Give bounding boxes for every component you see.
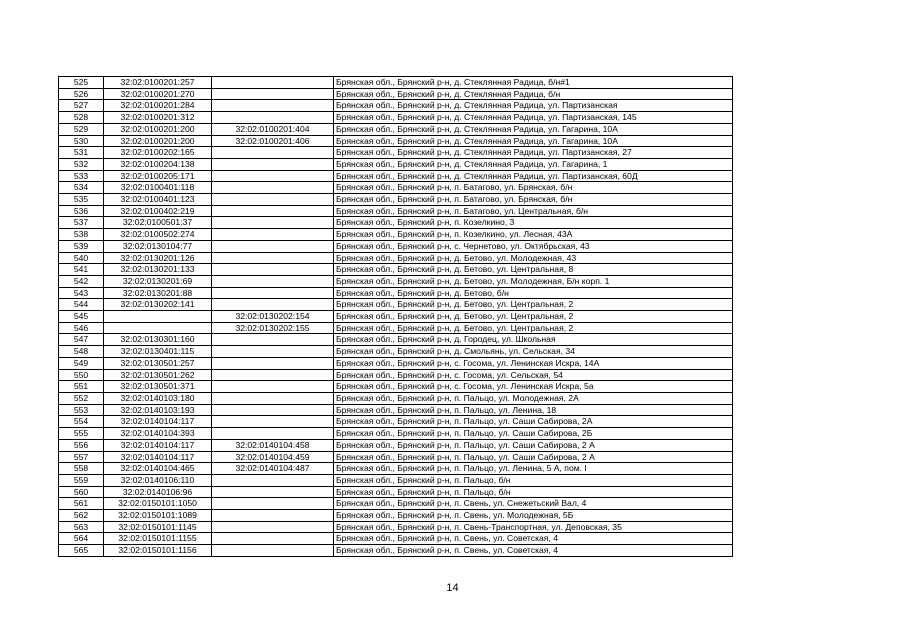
row-number-cell: 558 — [59, 463, 104, 475]
cadastral-number-cell: 32:02:0100201:312 — [104, 112, 212, 124]
table-row — [59, 217, 733, 229]
row-number-cell: 565 — [59, 545, 104, 557]
address-cell: Брянская обл., Брянский р-н, д. Городец, ул. Школьная — [334, 334, 733, 346]
table-row — [59, 88, 733, 100]
address-cell: Брянская обл., Брянский р-н, д. Стеклянная Радица, ул. Гагарина, 10А — [334, 123, 733, 135]
related-cadastral-number-cell: 32:02:0130202:155 — [212, 322, 334, 334]
row-number-cell: 553 — [59, 404, 104, 416]
address-cell: Брянская обл., Брянский р-н, п. Батагово, ул. Центральная, б/н — [334, 205, 733, 217]
table-row — [59, 252, 733, 264]
address-cell: Брянская обл., Брянский р-н, с. Госома, ул. Сельская, 54 — [334, 369, 733, 381]
row-number-cell: 536 — [59, 205, 104, 217]
table-row — [59, 77, 733, 89]
related-cadastral-number-cell: 32:02:0100201:406 — [212, 135, 334, 147]
related-cadastral-number-cell — [212, 100, 334, 112]
row-number-cell: 540 — [59, 252, 104, 264]
page-number: 14 — [446, 582, 459, 594]
related-cadastral-number-cell — [212, 240, 334, 252]
address-cell: Брянская обл., Брянский р-н, д. Бетово, ул. Центральная, 8 — [334, 264, 733, 276]
related-cadastral-number-cell — [212, 217, 334, 229]
row-number-cell: 542 — [59, 275, 104, 287]
row-number-cell: 526 — [59, 88, 104, 100]
table-row — [59, 182, 733, 194]
table-row — [59, 135, 733, 147]
cadastral-number-cell: 32:02:0140104:117 — [104, 451, 212, 463]
related-cadastral-number-cell — [212, 170, 334, 182]
row-number-cell: 541 — [59, 264, 104, 276]
related-cadastral-number-cell — [212, 299, 334, 311]
cadastral-number-cell: 32:02:0130104:77 — [104, 240, 212, 252]
table-row — [59, 357, 733, 369]
address-cell: Брянская обл., Брянский р-н, д. Бетово, ул. Центральная, 2 — [334, 299, 733, 311]
cadastral-number-cell: 32:02:0100204:138 — [104, 158, 212, 170]
cadastral-number-cell — [104, 322, 212, 334]
related-cadastral-number-cell — [212, 147, 334, 159]
cadastral-number-cell: 32:02:0150101:1145 — [104, 521, 212, 533]
row-number-cell: 550 — [59, 369, 104, 381]
table-row — [59, 498, 733, 510]
address-cell: Брянская обл., Брянский р-н, п. Пальцо, б/н — [334, 474, 733, 486]
table-row — [59, 147, 733, 159]
related-cadastral-number-cell — [212, 533, 334, 545]
related-cadastral-number-cell — [212, 264, 334, 276]
related-cadastral-number-cell — [212, 404, 334, 416]
address-cell: Брянская обл., Брянский р-н, д. Бетово, б/н — [334, 287, 733, 299]
table-row — [59, 100, 733, 112]
cadastral-number-cell: 32:02:0100201:284 — [104, 100, 212, 112]
row-number-cell: 539 — [59, 240, 104, 252]
table-row — [59, 287, 733, 299]
cadastral-number-cell: 32:02:0100501:37 — [104, 217, 212, 229]
table-row — [59, 123, 733, 135]
address-cell: Брянская обл., Брянский р-н, д. Бетово, ул. Центральная, 2 — [334, 322, 733, 334]
cadastral-number-cell: 32:02:0130501:262 — [104, 369, 212, 381]
address-cell: Брянская обл., Брянский р-н, п. Козелкино, ул. Лесная, 43А — [334, 229, 733, 241]
row-number-cell: 530 — [59, 135, 104, 147]
table-row — [59, 170, 733, 182]
row-number-cell: 559 — [59, 474, 104, 486]
table-row — [59, 275, 733, 287]
table-row — [59, 311, 733, 323]
table-row — [59, 486, 733, 498]
cadastral-number-cell: 32:02:0150101:1156 — [104, 545, 212, 557]
row-number-cell: 527 — [59, 100, 104, 112]
row-number-cell: 555 — [59, 428, 104, 440]
table-row — [59, 158, 733, 170]
address-cell: Брянская обл., Брянский р-н, п. Пальцо, ул. Саши Сабирова, 2 А — [334, 439, 733, 451]
related-cadastral-number-cell — [212, 77, 334, 89]
cadastral-number-cell: 32:02:0140106:110 — [104, 474, 212, 486]
related-cadastral-number-cell — [212, 381, 334, 393]
address-cell: Брянская обл., Брянский р-н, п. Пальцо, ул. Ленина, 18 — [334, 404, 733, 416]
address-cell: Брянская обл., Брянский р-н, п. Козелкино, 3 — [334, 217, 733, 229]
table-row — [59, 381, 733, 393]
cadastral-table-body — [59, 77, 733, 557]
address-cell: Брянская обл., Брянский р-н, д. Стеклянная Радица, ул. Партизанская, 60Д — [334, 170, 733, 182]
cadastral-number-cell: 32:02:0140104:117 — [104, 439, 212, 451]
address-cell: Брянская обл., Брянский р-н, с. Госома, ул. Ленинская Искра, 5а — [334, 381, 733, 393]
row-number-cell: 529 — [59, 123, 104, 135]
row-number-cell: 528 — [59, 112, 104, 124]
row-number-cell: 534 — [59, 182, 104, 194]
table-row — [59, 521, 733, 533]
address-cell: Брянская обл., Брянский р-н, д. Стеклянная Радица, ул. Партизанская, 27 — [334, 147, 733, 159]
cadastral-number-cell: 32:02:0140104:393 — [104, 428, 212, 440]
row-number-cell: 543 — [59, 287, 104, 299]
row-number-cell: 531 — [59, 147, 104, 159]
table-row — [59, 533, 733, 545]
cadastral-number-cell: 32:02:0140103:193 — [104, 404, 212, 416]
related-cadastral-number-cell: 32:02:0140104:459 — [212, 451, 334, 463]
address-cell: Брянская обл., Брянский р-н, д. Бетово, ул. Молодежная, Б/н корп. 1 — [334, 275, 733, 287]
related-cadastral-number-cell — [212, 229, 334, 241]
related-cadastral-number-cell — [212, 182, 334, 194]
table-row — [59, 334, 733, 346]
row-number-cell: 538 — [59, 229, 104, 241]
table-row — [59, 451, 733, 463]
related-cadastral-number-cell — [212, 486, 334, 498]
cadastral-number-cell: 32:02:0130201:126 — [104, 252, 212, 264]
row-number-cell: 556 — [59, 439, 104, 451]
cadastral-number-cell: 32:02:0130301:160 — [104, 334, 212, 346]
cadastral-number-cell: 32:02:0100201:200 — [104, 135, 212, 147]
cadastral-number-cell: 32:02:0100205:171 — [104, 170, 212, 182]
related-cadastral-number-cell — [212, 252, 334, 264]
row-number-cell: 551 — [59, 381, 104, 393]
address-cell: Брянская обл., Брянский р-н, с. Госома, ул. Ленинская Искра, 14А — [334, 357, 733, 369]
table-row — [59, 112, 733, 124]
cadastral-number-cell: 32:02:0100201:257 — [104, 77, 212, 89]
row-number-cell: 533 — [59, 170, 104, 182]
address-cell: Брянская обл., Брянский р-н, п. Свень, ул. Советская, 4 — [334, 533, 733, 545]
cadastral-number-cell: 32:02:0150101:1050 — [104, 498, 212, 510]
row-number-cell: 564 — [59, 533, 104, 545]
related-cadastral-number-cell — [212, 498, 334, 510]
row-number-cell: 544 — [59, 299, 104, 311]
cadastral-table — [58, 76, 733, 557]
related-cadastral-number-cell — [212, 357, 334, 369]
row-number-cell: 557 — [59, 451, 104, 463]
address-cell: Брянская обл., Брянский р-н, д. Стеклянная Радица, ул. Гагарина, 10А — [334, 135, 733, 147]
address-cell: Брянская обл., Брянский р-н, п. Пальцо, ул. Молодежная, 2А — [334, 392, 733, 404]
cadastral-number-cell: 32:02:0100401:118 — [104, 182, 212, 194]
address-cell: Брянская обл., Брянский р-н, п. Пальцо, б/н — [334, 486, 733, 498]
cadastral-number-cell: 32:02:0100202:165 — [104, 147, 212, 159]
related-cadastral-number-cell — [212, 334, 334, 346]
address-cell: Брянская обл., Брянский р-н, п. Свень-Транспортная, ул. Деповская, 35 — [334, 521, 733, 533]
related-cadastral-number-cell — [212, 510, 334, 522]
related-cadastral-number-cell — [212, 428, 334, 440]
cadastral-number-cell: 32:02:0130501:371 — [104, 381, 212, 393]
cadastral-number-cell: 32:02:0100201:200 — [104, 123, 212, 135]
table-row — [59, 346, 733, 358]
related-cadastral-number-cell — [212, 275, 334, 287]
cadastral-number-cell: 32:02:0150101:1155 — [104, 533, 212, 545]
table-row — [59, 205, 733, 217]
table-row — [59, 264, 733, 276]
table-row — [59, 439, 733, 451]
cadastral-number-cell: 32:02:0130201:88 — [104, 287, 212, 299]
cadastral-number-cell: 32:02:0100401:123 — [104, 194, 212, 206]
table-row — [59, 545, 733, 557]
table-row — [59, 240, 733, 252]
row-number-cell: 525 — [59, 77, 104, 89]
address-cell: Брянская обл., Брянский р-н, д. Стеклянная Радица, б/н — [334, 88, 733, 100]
row-number-cell: 546 — [59, 322, 104, 334]
address-cell: Брянская обл., Брянский р-н, п. Пальцо, ул. Саши Сабирова, 2Б — [334, 428, 733, 440]
related-cadastral-number-cell: 32:02:0140104:458 — [212, 439, 334, 451]
related-cadastral-number-cell — [212, 369, 334, 381]
address-cell: Брянская обл., Брянский р-н, д. Стеклянная Радица, ул. Гагарина, 1 — [334, 158, 733, 170]
address-cell: Брянская обл., Брянский р-н, д. Бетово, ул. Молодежная, 43 — [334, 252, 733, 264]
related-cadastral-number-cell — [212, 287, 334, 299]
row-number-cell: 554 — [59, 416, 104, 428]
cadastral-number-cell: 32:02:0140104:465 — [104, 463, 212, 475]
address-cell: Брянская обл., Брянский р-н, п. Свень, ул. Советская, 4 — [334, 545, 733, 557]
cadastral-number-cell: 32:02:0140106:96 — [104, 486, 212, 498]
address-cell: Брянская обл., Брянский р-н, п. Батагово, ул. Брянская, б/н — [334, 194, 733, 206]
related-cadastral-number-cell — [212, 112, 334, 124]
table-row — [59, 416, 733, 428]
related-cadastral-number-cell — [212, 88, 334, 100]
row-number-cell: 562 — [59, 510, 104, 522]
table-row — [59, 229, 733, 241]
cadastral-number-cell: 32:02:0100402:219 — [104, 205, 212, 217]
related-cadastral-number-cell — [212, 521, 334, 533]
row-number-cell: 563 — [59, 521, 104, 533]
address-cell: Брянская обл., Брянский р-н, д. Стеклянная Радица, б/н#1 — [334, 77, 733, 89]
cadastral-number-cell — [104, 311, 212, 323]
related-cadastral-number-cell — [212, 392, 334, 404]
cadastral-number-cell: 32:02:0130401:115 — [104, 346, 212, 358]
table-row — [59, 392, 733, 404]
row-number-cell: 532 — [59, 158, 104, 170]
address-cell: Брянская обл., Брянский р-н, п. Батагово, ул. Брянская, б/н — [334, 182, 733, 194]
row-number-cell: 560 — [59, 486, 104, 498]
related-cadastral-number-cell: 32:02:0140104:487 — [212, 463, 334, 475]
address-cell: Брянская обл., Брянский р-н, д. Смольянь, ул. Сельская, 34 — [334, 346, 733, 358]
related-cadastral-number-cell — [212, 346, 334, 358]
address-cell: Брянская обл., Брянский р-н, с. Чернетово, ул. Октябрьская, 43 — [334, 240, 733, 252]
related-cadastral-number-cell — [212, 194, 334, 206]
cadastral-number-cell: 32:02:0130202:141 — [104, 299, 212, 311]
address-cell: Брянская обл., Брянский р-н, д. Бетово, ул. Центральная, 2 — [334, 311, 733, 323]
related-cadastral-number-cell — [212, 545, 334, 557]
cadastral-number-cell: 32:02:0130201:133 — [104, 264, 212, 276]
row-number-cell: 535 — [59, 194, 104, 206]
row-number-cell: 547 — [59, 334, 104, 346]
cadastral-number-cell: 32:02:0130501:257 — [104, 357, 212, 369]
address-cell: Брянская обл., Брянский р-н, п. Пальцо, ул. Ленина, 5 А, пом. I — [334, 463, 733, 475]
cadastral-number-cell: 32:02:0140104:117 — [104, 416, 212, 428]
table-row — [59, 369, 733, 381]
row-number-cell: 548 — [59, 346, 104, 358]
cadastral-number-cell: 32:02:0100201:270 — [104, 88, 212, 100]
related-cadastral-number-cell — [212, 205, 334, 217]
address-cell: Брянская обл., Брянский р-н, д. Стеклянная Радица, ул. Партизанская — [334, 100, 733, 112]
cadastral-number-cell: 32:02:0140103:180 — [104, 392, 212, 404]
table-row — [59, 510, 733, 522]
table-row — [59, 404, 733, 416]
address-cell: Брянская обл., Брянский р-н, д. Стеклянная Радица, ул. Партизанская, 145 — [334, 112, 733, 124]
table-row — [59, 428, 733, 440]
address-cell: Брянская обл., Брянский р-н, п. Свень, ул. Молодежная, 5Б — [334, 510, 733, 522]
related-cadastral-number-cell — [212, 158, 334, 170]
table-row — [59, 194, 733, 206]
table-row — [59, 322, 733, 334]
cadastral-number-cell: 32:02:0130201:69 — [104, 275, 212, 287]
table-row — [59, 299, 733, 311]
table-row — [59, 463, 733, 475]
address-cell: Брянская обл., Брянский р-н, п. Пальцо, ул. Саши Сабирова, 2 А — [334, 451, 733, 463]
row-number-cell: 545 — [59, 311, 104, 323]
related-cadastral-number-cell: 32:02:0100201:404 — [212, 123, 334, 135]
related-cadastral-number-cell — [212, 474, 334, 486]
cadastral-number-cell: 32:02:0150101:1089 — [104, 510, 212, 522]
address-cell: Брянская обл., Брянский р-н, п. Свень, ул. Снежетьский Вал, 4 — [334, 498, 733, 510]
related-cadastral-number-cell — [212, 416, 334, 428]
row-number-cell: 561 — [59, 498, 104, 510]
cadastral-number-cell: 32:02:0100502:274 — [104, 229, 212, 241]
row-number-cell: 552 — [59, 392, 104, 404]
related-cadastral-number-cell: 32:02:0130202:154 — [212, 311, 334, 323]
row-number-cell: 549 — [59, 357, 104, 369]
address-cell: Брянская обл., Брянский р-н, п. Пальцо, ул. Саши Сабирова, 2А — [334, 416, 733, 428]
row-number-cell: 537 — [59, 217, 104, 229]
table-row — [59, 474, 733, 486]
